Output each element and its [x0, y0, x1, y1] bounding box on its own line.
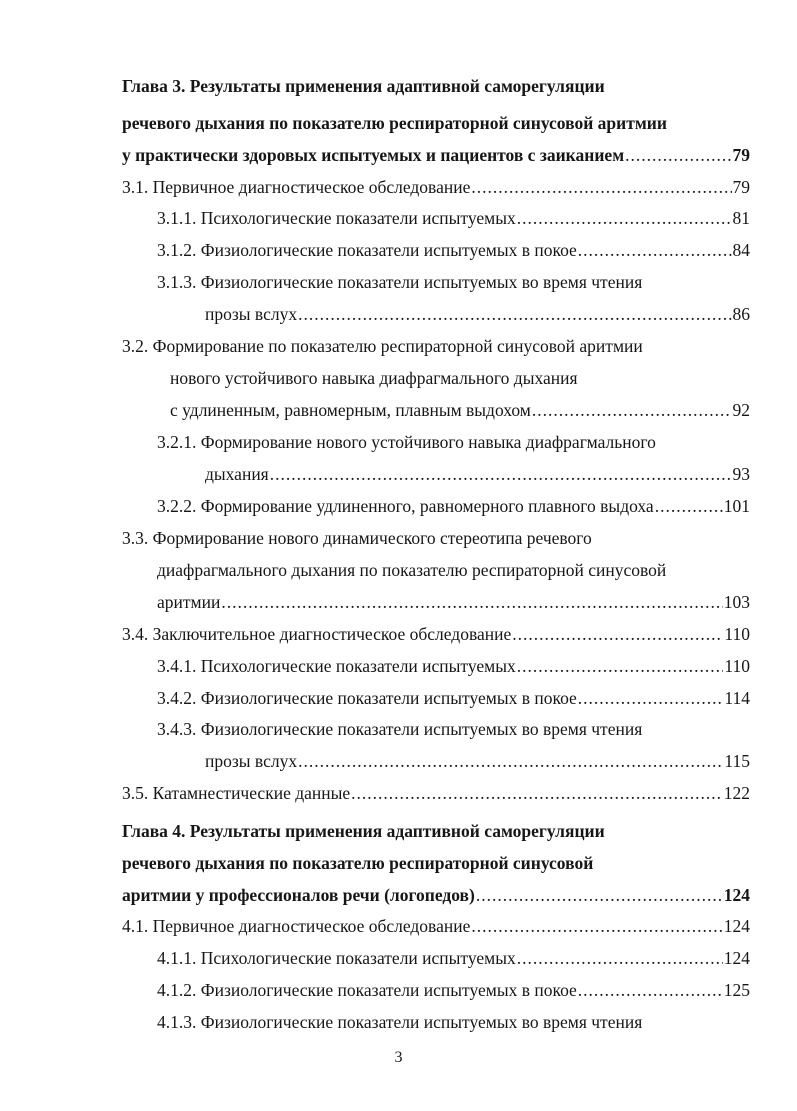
- page-ref: 101: [723, 496, 750, 516]
- toc-entry-3-4-3-line-1: 3.4.3. Физиологические показатели испытуемых во время чтения: [157, 719, 643, 739]
- toc-entry-3-1-3: [205, 302, 750, 326]
- dot-leader: [517, 654, 724, 678]
- entry-title: прозы вслух: [205, 304, 298, 324]
- toc-entry-4-1-2: [157, 978, 750, 1002]
- page-ref: 92: [732, 400, 750, 420]
- entry-title: 3.2.2. Формирование удлиненного, равномерного плавного выдоха: [157, 496, 654, 516]
- entry-title: 3.1. Первичное диагностическое обследование: [122, 177, 471, 197]
- toc-entry-chapter-4: [122, 883, 750, 907]
- page-ref: 79: [732, 145, 750, 165]
- dot-leader: [655, 494, 723, 518]
- dot-leader: [471, 175, 731, 199]
- toc-entry-3-4-3: [205, 749, 750, 773]
- entry-title: 4.1.2. Физиологические показатели испытуемых в покое: [157, 980, 577, 1000]
- page-ref: 93: [732, 464, 750, 484]
- entry-title: 4.1.1. Психологические показатели испытуемых: [157, 948, 516, 968]
- entry-title: 3.1.2. Физиологические показатели испытуемых в покое: [157, 240, 577, 260]
- toc-entry-3-1-3-line-1: 3.1.3. Физиологические показатели испытуемых во время чтения: [157, 272, 643, 292]
- toc-entry-3-3: [157, 590, 750, 614]
- toc-entry-4-1-1: [157, 946, 750, 970]
- entry-title: 3.4.1. Психологические показатели испытуемых: [157, 656, 516, 676]
- toc-entry-3-4-2: [157, 686, 750, 710]
- dot-leader: [221, 590, 722, 614]
- page-ref: 110: [724, 656, 750, 676]
- entry-title: 3.4. Заключительное диагностическое обследование: [122, 624, 512, 644]
- dot-leader: [476, 883, 723, 907]
- page-ref: 124: [723, 916, 750, 936]
- page-ref: 103: [723, 592, 750, 612]
- entry-title: дыхания: [205, 464, 269, 484]
- page-ref: 114: [724, 688, 750, 708]
- dot-leader: [298, 302, 731, 326]
- page-ref: 86: [732, 304, 750, 324]
- toc-entry-3-1-2: [157, 238, 750, 262]
- chapter-4-title-line-2: речевого дыхания по показателю респираторной синусовой: [122, 853, 594, 873]
- page-ref: 81: [732, 208, 750, 228]
- entry-title: 3.5. Катамнестические данные: [122, 783, 351, 803]
- page-ref: 122: [723, 783, 750, 803]
- entry-title: 4.1. Первичное диагностическое обследование: [122, 916, 471, 936]
- dot-leader: [471, 914, 722, 938]
- dot-leader: [517, 946, 723, 970]
- chapter-3-title-line-1: Глава 3. Результаты применения адаптивной саморегуляции: [122, 76, 605, 96]
- entry-title: 3.4.2. Физиологические показатели испытуемых в покое: [157, 688, 577, 708]
- dot-leader: [532, 398, 732, 422]
- dot-leader: [578, 686, 724, 710]
- chapter-4-title-line-1: Глава 4. Результаты применения адаптивной саморегуляции: [122, 821, 605, 841]
- page-ref: 124: [723, 885, 750, 905]
- toc-entry-3-1-1: [157, 206, 750, 230]
- page-ref: 115: [724, 751, 750, 771]
- dot-leader: [625, 143, 731, 167]
- entry-title: с удлиненным, равномерным, плавным выдохом: [170, 400, 531, 420]
- chapter-4-title-line-3: аритмии у профессионалов речи (логопедов): [122, 885, 475, 905]
- toc-entry-3-2-2: [157, 494, 750, 518]
- toc-entry-3-2-1-line-1: 3.2.1. Формирование нового устойчивого навыка диафрагмального: [157, 432, 656, 452]
- toc-entry-4-1: [122, 914, 750, 938]
- toc-entry-3-2: [170, 398, 750, 422]
- chapter-3-title-line-2: речевого дыхания по показателю респираторной синусовой аритмии: [122, 113, 667, 133]
- toc-entry-3-3-line-1: 3.3. Формирование нового динамического стереотипа речевого: [122, 528, 592, 548]
- dot-leader: [578, 238, 732, 262]
- entry-title: прозы вслух: [205, 751, 298, 771]
- toc-entry-chapter-3: [122, 143, 750, 167]
- toc-entry-3-2-1: [205, 462, 750, 486]
- toc-entry-3-4-1: [157, 654, 750, 678]
- page-ref: 125: [723, 980, 750, 1000]
- toc-entry-3-2-line-2: нового устойчивого навыка диафрагмального дыхания: [170, 368, 578, 388]
- entry-title: 3.1.1. Психологические показатели испытуемых: [157, 208, 516, 228]
- dot-leader: [512, 622, 723, 646]
- entry-title: аритмии: [157, 592, 221, 612]
- toc-entry-3-5: [122, 781, 750, 805]
- page-ref: 79: [732, 177, 750, 197]
- dot-leader: [517, 206, 732, 230]
- toc-entry-3-1: [122, 175, 750, 199]
- page-ref: 84: [732, 240, 750, 260]
- toc-entry-4-1-3-line-1: 4.1.3. Физиологические показатели испытуемых во время чтения: [157, 1012, 643, 1032]
- page-ref: 110: [724, 624, 750, 644]
- toc-entry-3-3-line-2: диафрагмального дыхания по показателю респираторной синусовой: [157, 560, 667, 580]
- dot-leader: [270, 462, 732, 486]
- chapter-3-title-line-3: у практически здоровых испытуемых и пациентов с заиканием: [122, 145, 625, 165]
- toc-entry-3-4: [122, 622, 750, 646]
- toc-entry-3-2-line-1: 3.2. Формирование по показателю респираторной синусовой аритмии: [122, 336, 643, 356]
- page-number: 3: [394, 1049, 403, 1066]
- dot-leader: [578, 978, 723, 1002]
- page-ref: 124: [723, 948, 750, 968]
- dot-leader: [298, 749, 723, 773]
- dot-leader: [351, 781, 723, 805]
